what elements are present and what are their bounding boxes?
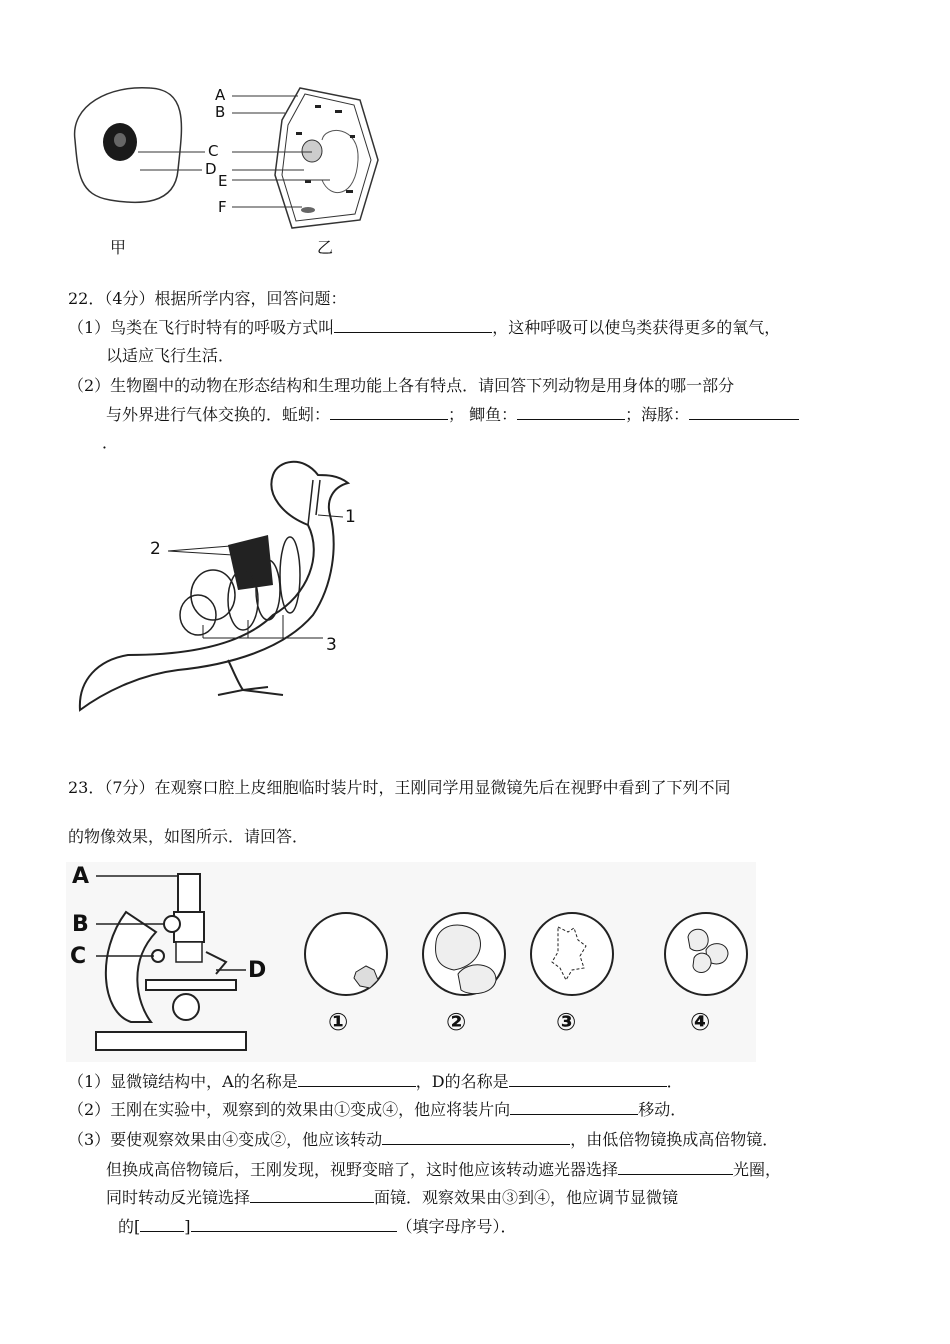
q22-p1-text-b: ，这种呼吸可以使鸟类获得更多的氧气，: [492, 318, 781, 337]
q23-part1: [68, 1070, 683, 1093]
q23-aperture-blank[interactable]: [618, 1158, 733, 1175]
q22-crucian-blank[interactable]: [517, 403, 625, 420]
q23-p1-text-b: ，D的名称是: [415, 1072, 509, 1091]
q22-earthworm-blank[interactable]: [330, 403, 448, 420]
cell-figure: [60, 80, 400, 260]
q23-letter-blank[interactable]: [140, 1215, 184, 1232]
micro-label-d: D: [248, 958, 267, 983]
q22-p1-answer-blank[interactable]: [334, 316, 492, 333]
q23-p1-text-c: ．: [666, 1072, 683, 1091]
q22-header: 22．（4分）根据所学内容，回答问题：: [68, 289, 347, 308]
cell-diagram: [60, 80, 400, 260]
bird-diagram: [68, 455, 368, 725]
q23-p1-text-a: （1）显微镜结构中，A的名称是: [68, 1072, 298, 1091]
view-label-3: ③: [556, 1008, 577, 1036]
q22-part2-end: ．: [102, 433, 119, 452]
micro-label-b: B: [72, 912, 89, 937]
q23-mirror-blank[interactable]: [250, 1186, 374, 1203]
q23-d-name-blank[interactable]: [509, 1070, 667, 1087]
q23-p3-text-i: （填字母序号）．: [396, 1217, 517, 1236]
view-label-2: ②: [446, 1008, 467, 1036]
q23-part3: [68, 1128, 778, 1151]
bird-label-1: 1: [345, 507, 356, 527]
q23-p3-text-a: （3）要使观察效果由④变成②，他应该转动: [68, 1130, 383, 1149]
cell-caption-left: 甲: [110, 238, 127, 257]
cell-label-b: B: [215, 103, 226, 121]
q23-part3-line4: [118, 1215, 517, 1238]
q23-direction-blank[interactable]: [510, 1098, 638, 1115]
view-label-4: ④: [690, 1008, 711, 1036]
q23-p3-text-c: 但换成高倍物镜后，王刚发现，视野变暗了，这时他应该转动遮光器选择: [106, 1160, 619, 1179]
q23-p3-text-e: 同时转动反光镜选择: [106, 1188, 251, 1207]
q22-dolphin-blank[interactable]: [689, 403, 799, 420]
q23-p3-text-b: ，由低倍物镜换成高倍物镜．: [570, 1130, 779, 1149]
q23-p3-text-h: ]: [184, 1217, 191, 1236]
q22-part1-cont: 以适应飞行生活．: [106, 346, 235, 365]
cell-label-f: F: [218, 198, 227, 216]
q23-header-cont: 的物像效果，如图所示．请回答．: [68, 827, 309, 846]
q22-p2-text-d: ；海豚：: [625, 405, 690, 424]
cell-label-c: C: [208, 142, 219, 160]
q23-p3-text-f: 面镜．观察效果由③到④，他应调节显微镜: [374, 1188, 679, 1207]
q23-turn-blank[interactable]: [382, 1128, 570, 1145]
q23-part3-line2: [106, 1158, 781, 1181]
q23-p3-text-g: 的[: [118, 1217, 141, 1236]
q23-p2-text-a: （2）王刚在实验中，观察到的效果由①变成④，他应将装片向: [68, 1100, 511, 1119]
microscope-diagram: [66, 862, 756, 1067]
bird-label-3: 3: [326, 635, 337, 655]
q22-p2-text-c: ； 鲫鱼：: [448, 405, 518, 424]
cell-caption-right: 乙: [317, 238, 334, 257]
cell-label-d: D: [205, 160, 217, 178]
micro-label-a: A: [72, 864, 90, 889]
cell-label-e: E: [218, 172, 228, 190]
q22-part2-cont: [106, 403, 799, 426]
q23-header: 23．（7分）在观察口腔上皮细胞临时装片时，王刚同学用显微镜先后在视野中看到了下列不同: [68, 778, 731, 797]
q22-p2-text-b: 与外界进行气体交换的．蚯蚓：: [106, 405, 331, 424]
q23-part-name-blank[interactable]: [191, 1215, 397, 1232]
q22-part2: （2）生物圈中的动物在形态结构和生理功能上各有特点．请回答下列动物是用身体的哪一部分: [68, 376, 735, 395]
view-label-1: ①: [328, 1008, 349, 1036]
q23-part3-line3: [106, 1186, 678, 1209]
micro-label-c: C: [70, 944, 87, 969]
bird-label-2: 2: [150, 539, 161, 559]
q22-p1-text-a: （1）鸟类在飞行时特有的呼吸方式叫: [68, 318, 335, 337]
q22-part1: [68, 316, 780, 339]
q23-p3-text-d: 光圈，: [733, 1160, 782, 1179]
q23-part2: [68, 1098, 686, 1121]
cell-label-a: A: [215, 86, 226, 104]
q23-a-name-blank[interactable]: [298, 1070, 416, 1087]
q23-p2-text-b: 移动．: [638, 1100, 687, 1119]
microscope-figure: [66, 862, 756, 1067]
bird-figure: [68, 455, 368, 725]
